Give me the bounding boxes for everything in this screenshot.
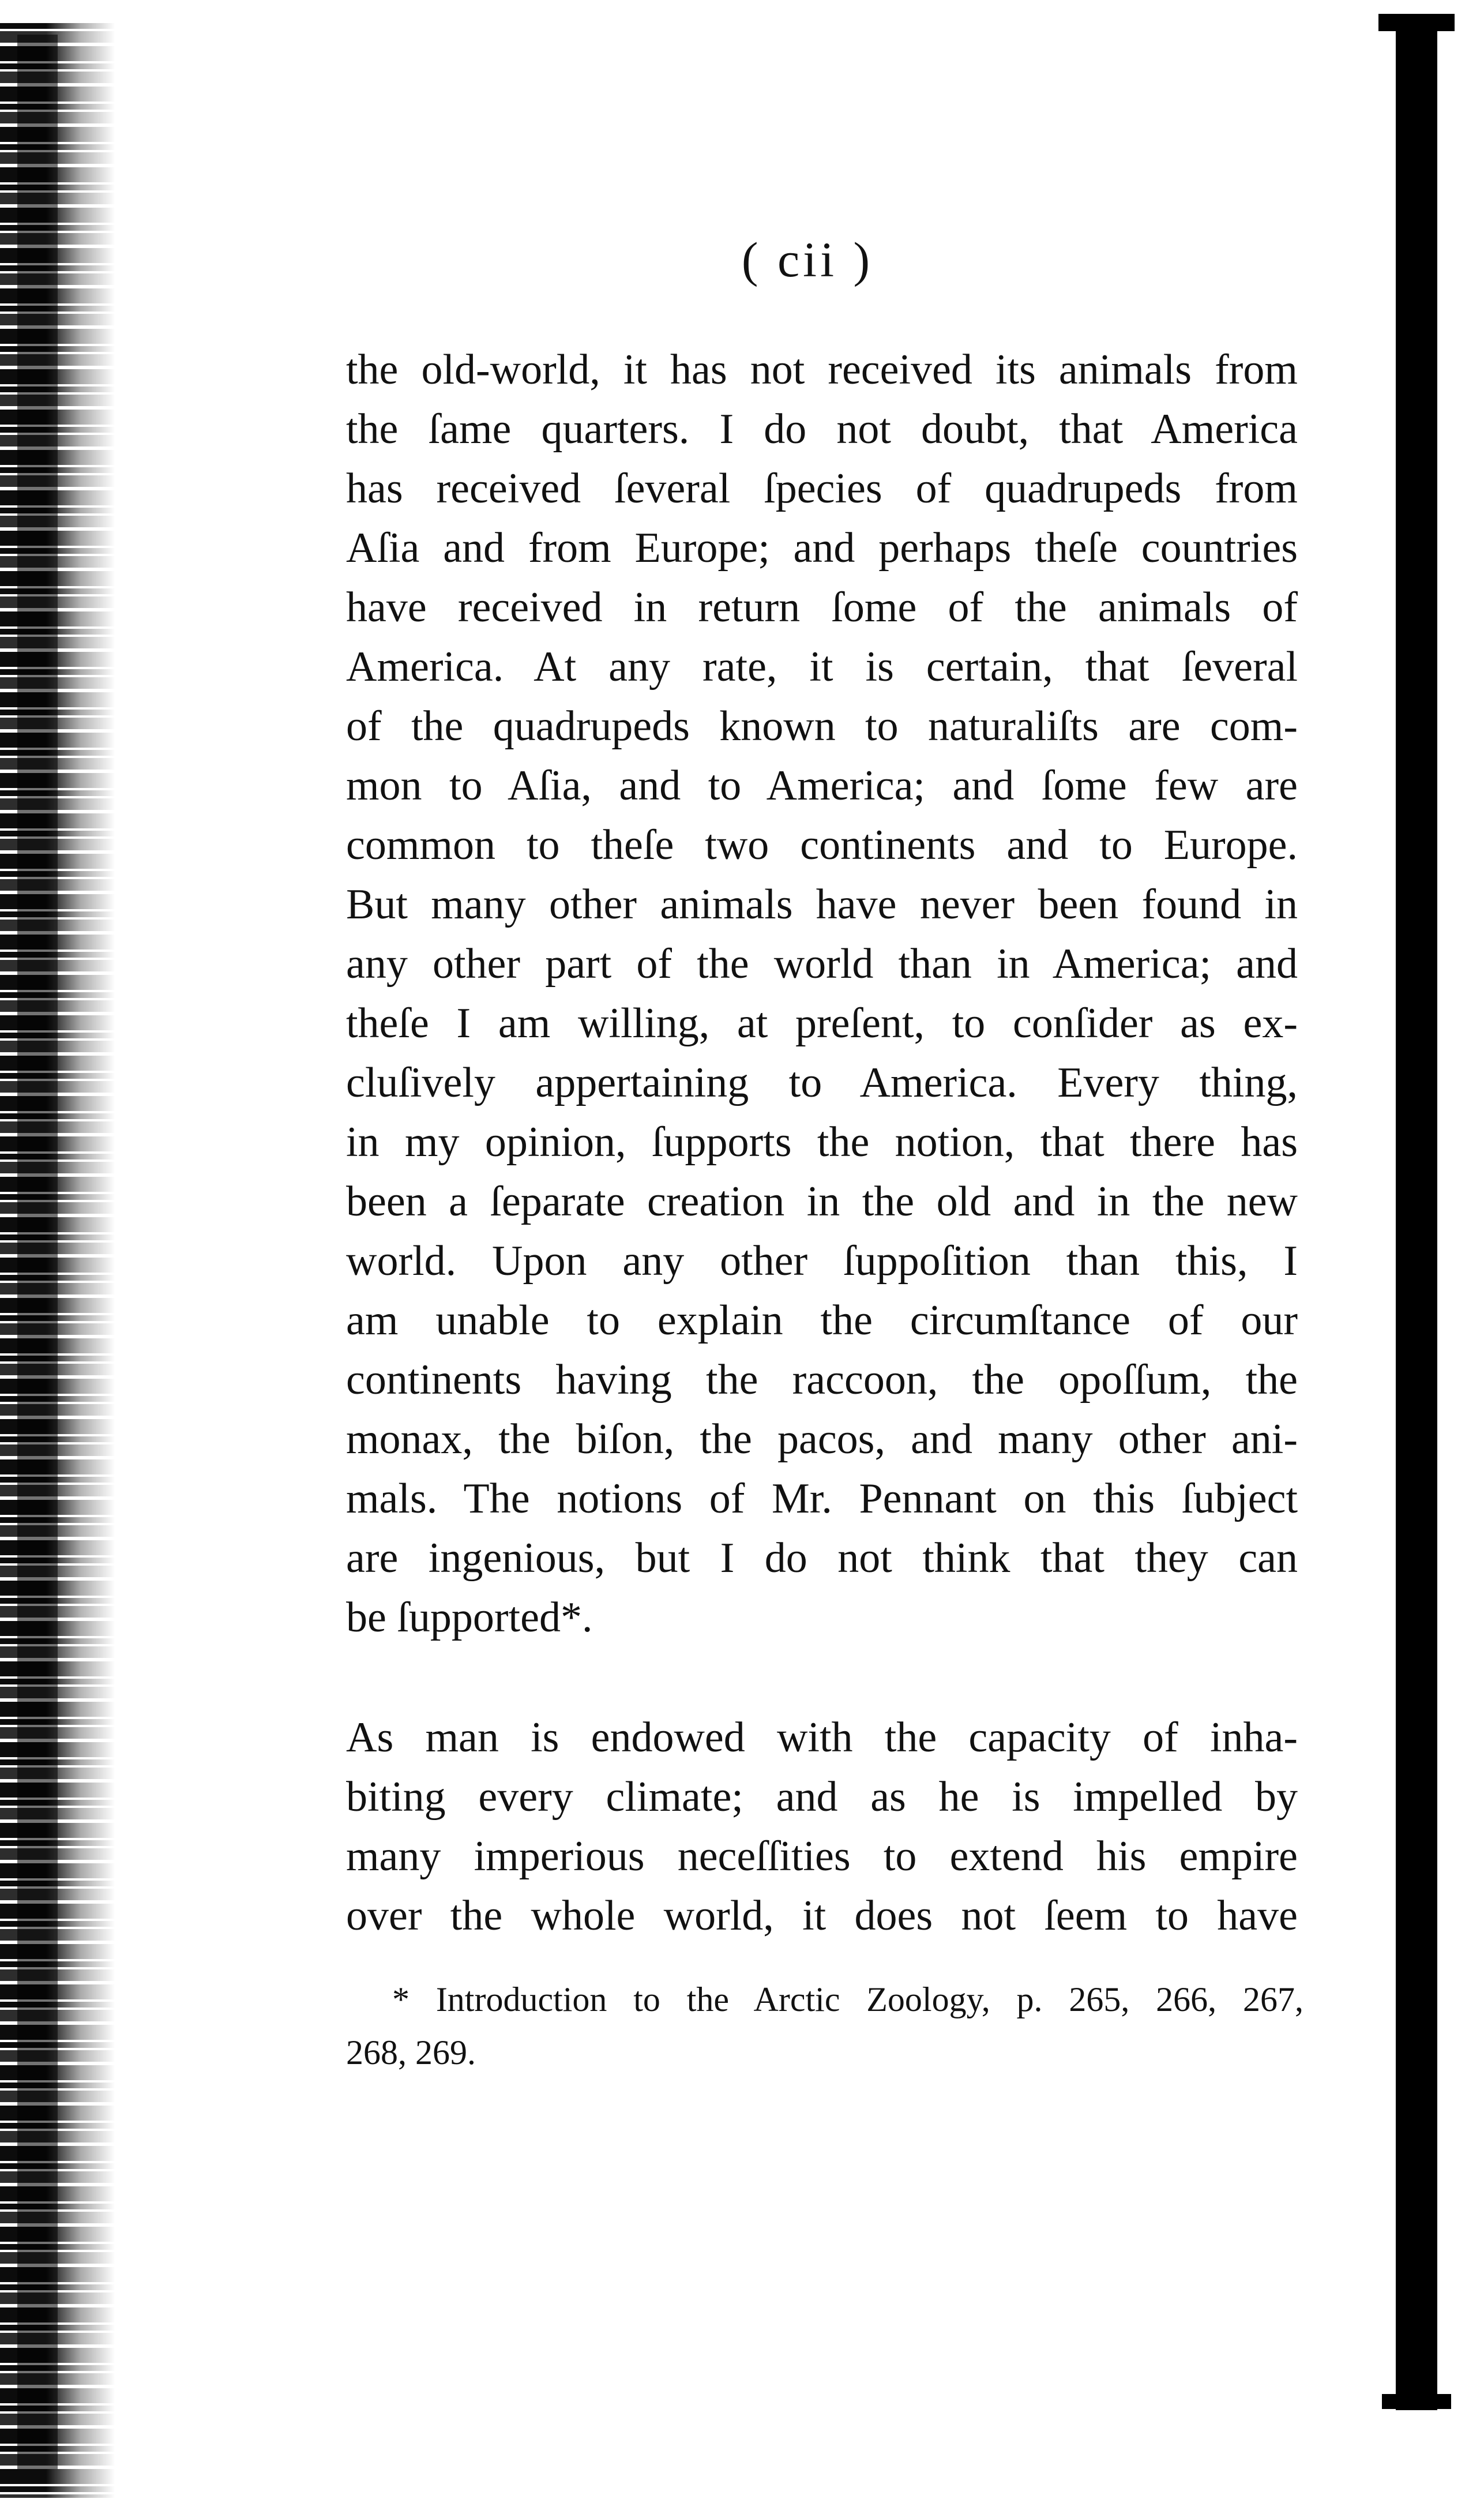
text-line: the ſame quarters. I do not doubt, that America [346, 406, 1298, 453]
body-text [346, 340, 1298, 1946]
text-line: am unable to explain the circumſtance of our [346, 1297, 1298, 1344]
text-line: been a ſeparate creation in the old and in the new [346, 1178, 1298, 1225]
paragraph-break [346, 1648, 1298, 1708]
text-line: have received in return ſome of the animals of [346, 584, 1298, 631]
text-line: be ſupported*. [346, 1594, 593, 1641]
footnote [346, 1973, 1303, 2079]
text-line: cluſively appertaining to America. Every thing, [346, 1059, 1298, 1106]
right-margin-bar [1396, 16, 1437, 2410]
footnote-line: * Introduction to the Arctic Zoology, p. 265, 266, 267, [392, 1980, 1303, 2018]
paragraph-2 [346, 1708, 1298, 1946]
page-number-header: ( cii ) [741, 232, 874, 287]
text-line: America. At any rate, it is certain, that ſeveral [346, 643, 1298, 691]
text-line: any other part of the world than in America; and [346, 940, 1298, 988]
text-line: has received ſeveral ſpecies of quadrupeds from [346, 465, 1298, 512]
text-line: world. Upon any other ſuppoſition than this, I [346, 1237, 1298, 1285]
text-line: mals. The notions of Mr. Pennant on this ſubject [346, 1475, 1298, 1522]
paragraph-1 [346, 340, 1298, 1648]
text-line: Aſia and from Europe; and perhaps theſe countries [346, 524, 1298, 572]
text-line: continents having the raccoon, the opoſſum, the [346, 1356, 1298, 1404]
binding-shadow [17, 35, 58, 2469]
text-line: common to theſe two continents and to Europe. [346, 821, 1298, 869]
text-line: are ingenious, but I do not think that they can [346, 1534, 1298, 1582]
text-line: monax, the biſon, the pacos, and many other ani- [346, 1416, 1298, 1463]
text-line: theſe I am willing, at preſent, to conſider as ex- [346, 1000, 1298, 1047]
text-line: mon to Aſia, and to America; and ſome few are [346, 762, 1298, 809]
footnote-line: 268, 269. [346, 2033, 476, 2072]
text-line: over the whole world, it does not ſeem to have [346, 1892, 1298, 1939]
text-line: But many other animals have never been found in [346, 881, 1298, 928]
text-line: many imperious neceſſities to extend his empire [346, 1833, 1298, 1880]
right-margin-bar-bottom [1382, 2394, 1451, 2409]
text-line: biting every climate; and as he is impelled by [346, 1773, 1298, 1821]
text-line: the old-world, it has not received its animals from [346, 346, 1298, 393]
text-line: of the quadrupeds known to naturaliſts are com- [346, 703, 1298, 750]
text-line: in my opinion, ſupports the notion, that there has [346, 1119, 1298, 1166]
text-line: As man is endowed with the capacity of inha- [346, 1714, 1298, 1761]
